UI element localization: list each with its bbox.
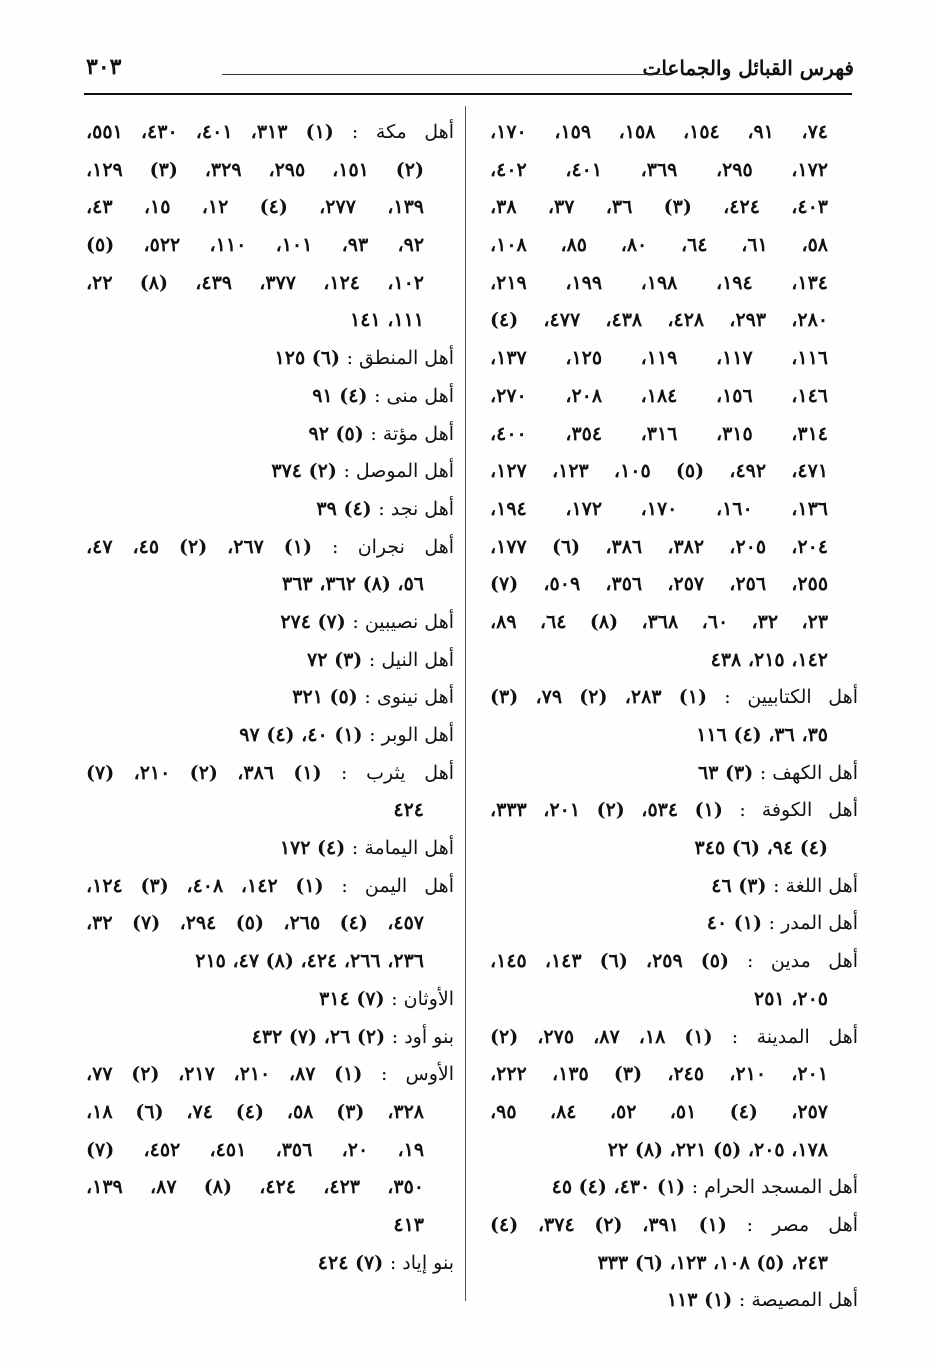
entry-references: ٢٠٤، ٢٠٥، ٣٨٢، ٣٨٦، (٦) ١٧٧، [490,535,829,558]
entry-term: بنو إياد : [389,1251,454,1274]
entry-references: ٤٧١، ٤٩٢، (٥) ١٠٥، ١٢٣، ١٢٧، [490,460,829,483]
index-entry-continuation [490,529,858,567]
entry-references: ١٣٦، ١٦٠، ١٧٠، ١٧٢، ١٩٤، [490,497,829,520]
index-entry [490,679,858,717]
entry-term: أهل مؤتة : [370,422,454,445]
running-title: فهرس القبائل والجماعات [642,56,854,80]
index-entry [490,792,858,830]
entry-references: ٣٥، ٣٦، (٤) ١١٦ [696,724,828,746]
entry-term: أهل نينوى : [364,686,454,709]
header-leader-line [222,74,664,75]
index-entry-continuation [490,302,858,340]
entry-references: (١) ١٨، ٨٧، ٢٧٥، (٢) [490,1025,713,1048]
entry-references: (١) ٤٠ [706,912,762,935]
index-entry-continuation [490,717,858,755]
entry-term: أهل المدينة : [731,1025,858,1048]
index-entry [86,717,454,755]
index-entry-continuation [490,491,858,529]
entry-references: (٤) ٣٩ [316,497,372,520]
entry-references: (١) ٢٦٧، (٢) ٤٥، ٤٧، [86,535,313,558]
index-entry [490,943,858,981]
entry-references: ٢٥٥، ٢٥٦، ٢٥٧، ٣٥٦، ٥٠٩، (٧) [490,573,829,596]
entry-references: ١٩، ٢٠، ٣٥٦، ٤٥١، ٤٥٢، (٧) [86,1138,425,1161]
entry-term: أهل المنطق : [346,347,454,370]
entry-references: ٤٠٣، ٤٢٤، (٣) ٣٦، ٣٧، ٣٨، [490,196,828,219]
header-rule [84,93,852,95]
index-entry [86,830,454,868]
index-entry [490,1282,858,1320]
entry-term: أهل يثرب : [340,761,454,784]
index-entry [86,491,454,529]
index-entry-continuation [490,340,858,378]
entry-references: ٣١٤، ٣١٥، ٣١٦، ٣٥٤، ٤٠٠، [490,422,829,445]
entry-references: ٣٥٠، ٤٢٣، ٤٢٤، (٨) ٨٧، ١٣٩، [86,1176,424,1199]
index-entry [86,604,454,642]
index-entry [86,755,454,793]
index-entry-continuation [86,189,454,227]
entry-term: الأوثان : [391,987,454,1010]
entry-references: ٣٢٨، (٣) ٥٨، (٤) ٧٤، (٦) ١٨، [86,1100,424,1123]
entry-term: أهل اللغة : [773,874,858,897]
index-entry [86,529,454,567]
entry-references: (١) ٤٣٠، (٤) ٤٥ [551,1176,686,1199]
index-entry [86,1019,454,1057]
entry-references: ١١١، ١٤١ [350,309,424,332]
entry-term: أهل الوبر : [369,724,454,746]
index-entry-continuation [490,114,858,152]
entry-references: ١٣٤، ١٩٤، ١٩٨، ١٩٩، ٢١٩، [490,271,829,294]
entry-references: (٥) ٣٢١ [292,686,358,709]
entry-term: أهل نجد : [378,497,454,520]
index-entry-continuation [490,981,858,1019]
index-entry-continuation [490,1245,858,1283]
entry-references: (٣) ٦٣ [697,761,754,784]
index-entry-continuation [490,265,858,303]
index-entry [490,1207,858,1245]
entry-references: (٣) ٤٦ [711,874,767,897]
entry-references: (٢) ٢٦، (٧) ٤٣٢ [251,1025,386,1048]
index-entry-continuation [490,642,858,680]
index-entry-continuation [490,227,858,265]
entry-references: (٤) ٩٤، (٦) ٣٤٥ [694,837,828,860]
entry-references: ٢٣، ٣٢، ٦٠، ٣٦٨، (٨) ٦٤، ٨٩، [490,610,829,633]
column-divider [465,106,466,1301]
index-entry [490,1019,858,1057]
entry-references: ١٧٢، ٢٩٥، ٣٦٩، ٤٠١، ٤٠٢، [490,158,829,181]
index-entry-continuation [490,1056,858,1094]
entry-references: ١٤٢، ٢١٥، ٤٣٨ [710,648,828,671]
index-entry [86,416,454,454]
entry-term: أهل منى : [374,384,454,407]
index-column-left [86,114,454,1282]
entry-references: ٢٠١، ٢١٠، ٢٤٥، (٣) ١٣٥، ٢٢٢، [490,1063,829,1086]
index-entry [490,755,858,793]
index-entry [86,340,454,378]
entry-term: أهل مكة : [351,121,454,143]
entry-references: (١) ٤٠، (٤) ٩٧ [239,724,363,746]
index-entry-continuation [86,1169,454,1207]
entry-term: بنو أود : [391,1025,454,1048]
entry-references: (١) ٣٩١، (٢) ٣٧٤، (٤) [490,1213,727,1236]
page-number: ٣٠٣ [86,54,122,80]
entry-references: ٢٠٥، ٢٥١ [754,987,828,1010]
index-entry-continuation [490,830,858,868]
entry-term: أهل نجران : [331,535,454,558]
index-entry-continuation [490,1132,858,1170]
entry-references: ٩٢، ٩٣، ١٠١، ١١٠، ٥٢٢، (٥) [86,234,425,257]
entry-term: أهل المسجد الحرام : [691,1176,858,1199]
index-entry [490,1169,858,1207]
entry-references: (١) ٥٣٤، (٢) ٢٠١، ٣٣٣، [490,799,723,822]
entry-references: (٢) ١٥١، ٢٩٥، ٣٢٩، (٣) ١٢٩، [86,158,425,181]
index-entry-continuation [490,453,858,491]
index-entry [86,453,454,491]
entry-references: (١) ٢٨٣، (٢) ٧٩، (٣) [490,686,707,709]
entry-references: (١) ٣٨٦، (٢) ٢١٠، (٧) [86,761,322,784]
entry-term: أهل المصيصة : [738,1289,858,1312]
entry-references: (٤) ١٧٢ [279,837,346,860]
index-entry-continuation [86,943,454,981]
index-entry [490,868,858,906]
entry-term: أهل اليمامة : [351,837,454,860]
index-entry [86,1056,454,1094]
entry-references: ١٠٢، ١٢٤، ٣٧٧، ٤٣٩، (٨) ٢٢، [86,271,424,294]
index-entry-continuation [86,1094,454,1132]
entry-references: (٤) ٩١ [312,384,368,407]
index-entry [86,981,454,1019]
index-entry [86,114,454,152]
page-header [84,52,854,94]
entry-references: (٦) ١٢٥ [274,347,340,370]
index-entry-continuation [86,265,454,303]
entry-term: أهل مدين : [747,950,858,973]
entry-references: ٢٨٠، ٢٩٣، ٤٢٨، ٤٣٨، ٤٧٧، (٤) [490,309,829,332]
index-entry-continuation [86,302,454,340]
entry-references: (٧) ٣١٤ [319,987,385,1010]
index-entry-continuation [490,1094,858,1132]
entry-references: (٥) ٢٥٩، (٦) ١٤٣، ١٤٥، [490,950,729,973]
entry-references: ٤٢٤ [393,799,424,822]
entry-term: أهل نصيبين : [352,610,454,633]
index-entry-continuation [490,604,858,642]
entry-term: أهل النيل : [368,648,454,671]
entry-references: (٢) ٣٧٤ [271,460,337,483]
entry-term: أهل المدر : [768,912,858,935]
entry-references: ٥٦، (٨) ٣٦٢، ٣٦٣ [282,573,424,596]
index-entry-continuation [86,566,454,604]
entry-references: ٧٤، ٩١، ١٥٤، ١٥٨، ١٥٩، ١٧٠، [490,121,828,143]
entry-term: أهل اليمن : [341,874,454,897]
index-entry-continuation [86,1132,454,1170]
entry-term: أهل الكتابيين : [724,686,858,709]
entry-references: (١) ٣١٣، ٤٠١، ٤٣٠، ٥٥١، [86,121,334,143]
index-entry-continuation [490,152,858,190]
entry-references: ١٧٨، ٢٠٥، (٥) ٢٢١، (٨) ٢٢ [607,1138,828,1161]
entry-references: (٣) ٧٢ [307,648,363,671]
index-entry-continuation [490,189,858,227]
entry-references: (١) ٨٧، ٢١٠، ٢١٧، (٢) ٧٧، [86,1063,363,1086]
entry-term: الأوس : [381,1063,454,1086]
entry-term: أهل الموصل : [343,460,454,483]
index-column-right [490,114,858,1320]
entry-references: ١١٦، ١١٧، ١١٩، ١٢٥، ١٣٧، [490,347,829,370]
entry-references: ٢٥٧، (٤) ٥١، ٥٢، ٨٤، ٩٥، [490,1100,829,1123]
entry-references: (٧) ٢٧٤ [280,610,346,633]
index-entry-continuation [490,416,858,454]
entry-references: ١٤٦، ١٥٦، ١٨٤، ٢٠٨، ٢٧٠، [490,384,829,407]
entry-references: (١) ١٤٢، ٤٠٨، (٣) ١٢٤، [86,874,324,897]
index-entry-continuation [490,566,858,604]
entry-references: ٢٣٦، ٢٦٦، ٤٢٤، (٨) ٤٧، ٢١٥ [195,950,424,973]
entry-references: ٤٥٧، (٤) ٢٦٥، (٥) ٢٩٤، (٧) ٣٢، [86,912,424,935]
entry-references: ١٣٩، ٢٧٧، (٤) ١٢، ١٥، ٤٣، [86,196,424,219]
entry-references: ٢٤٣، (٥) ١٠٨، ١٢٣، (٦) ٣٣٣ [597,1251,828,1274]
index-entry-continuation [86,1207,454,1245]
entry-references: ٤١٣ [393,1213,424,1236]
entry-references: (٥) ٩٢ [308,422,364,445]
index-entry [86,378,454,416]
entry-references: (٧) ٤٢٤ [317,1251,384,1274]
index-entry-continuation [490,378,858,416]
index-entry [490,905,858,943]
index-entry-continuation [86,792,454,830]
index-entry-continuation [86,227,454,265]
index-entry [86,1245,454,1283]
index-entry [86,679,454,717]
entry-term: أهل الكوفة : [739,799,858,822]
entry-term: أهل مصر : [746,1213,858,1236]
index-entry [86,642,454,680]
index-entry-continuation [86,152,454,190]
entry-references: ٥٨، ٦١، ٦٤، ٨٠، ٨٥، ١٠٨، [490,234,829,257]
entry-term: أهل الكهف : [759,761,858,784]
index-entry [86,868,454,906]
index-entry-continuation [86,905,454,943]
entry-references: (١) ١١٣ [666,1289,733,1312]
